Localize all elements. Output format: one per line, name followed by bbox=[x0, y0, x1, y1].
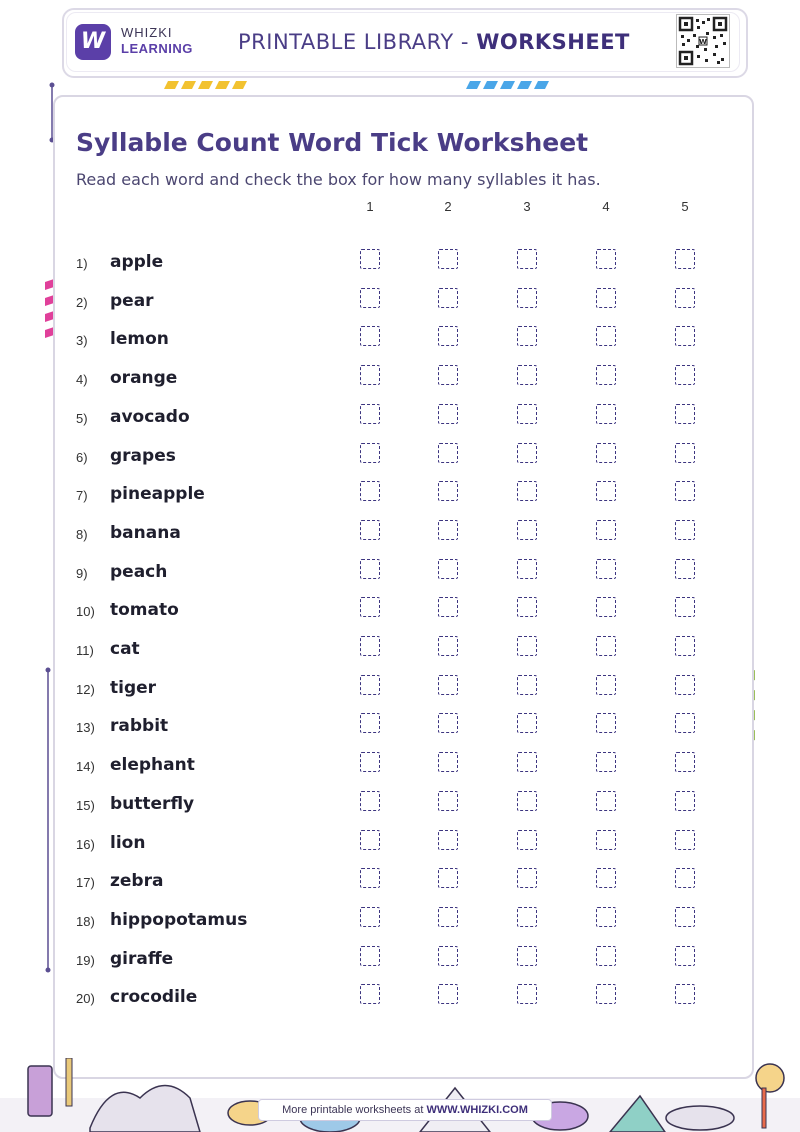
syllable-checkbox-1[interactable] bbox=[360, 636, 380, 656]
row-number: 4) bbox=[76, 372, 88, 388]
syllable-checkbox-2[interactable] bbox=[438, 713, 458, 733]
word-row bbox=[76, 597, 716, 627]
word-row bbox=[76, 752, 716, 782]
word-row bbox=[76, 559, 716, 589]
syllable-checkbox-1[interactable] bbox=[360, 249, 380, 269]
row-number: 2) bbox=[76, 294, 88, 310]
row-word: banana bbox=[110, 522, 181, 543]
word-row bbox=[76, 249, 716, 279]
syllable-checkbox-5[interactable] bbox=[675, 868, 695, 888]
row-word: elephant bbox=[110, 755, 195, 776]
row-word: rabbit bbox=[110, 716, 169, 737]
row-number: 7) bbox=[76, 488, 88, 504]
syllable-checkbox-2[interactable] bbox=[438, 946, 458, 966]
word-row bbox=[76, 404, 716, 434]
syllable-checkbox-3[interactable] bbox=[517, 249, 537, 269]
syllable-checkbox-3[interactable] bbox=[517, 984, 537, 1004]
syllable-checkbox-5[interactable] bbox=[675, 559, 695, 579]
row-word: crocodile bbox=[110, 987, 198, 1008]
syllable-checkbox-3[interactable] bbox=[517, 946, 537, 966]
syllable-checkbox-3[interactable] bbox=[517, 752, 537, 772]
row-number: 11) bbox=[76, 643, 94, 658]
syllable-checkbox-4[interactable] bbox=[596, 830, 616, 850]
syllable-checkbox-2[interactable] bbox=[438, 404, 458, 424]
row-number: 8) bbox=[76, 526, 88, 542]
row-word: hippopotamus bbox=[110, 909, 248, 930]
syllable-checkbox-1[interactable] bbox=[360, 520, 380, 540]
syllable-checkbox-2[interactable] bbox=[438, 752, 458, 772]
syllable-checkbox-4[interactable] bbox=[596, 675, 616, 695]
syllable-checkbox-5[interactable] bbox=[675, 907, 695, 927]
row-word: lion bbox=[110, 832, 146, 853]
word-row bbox=[76, 713, 716, 743]
row-number: 20) bbox=[76, 991, 95, 1007]
syllable-checkbox-4[interactable] bbox=[596, 752, 616, 772]
row-word: lemon bbox=[110, 329, 169, 350]
syllable-checkbox-5[interactable] bbox=[675, 326, 695, 346]
syllable-checkbox-4[interactable] bbox=[596, 365, 616, 385]
syllable-checkbox-5[interactable] bbox=[675, 675, 695, 695]
syllable-checkbox-1[interactable] bbox=[360, 868, 380, 888]
syllable-checkbox-5[interactable] bbox=[675, 404, 695, 424]
syllable-checkbox-3[interactable] bbox=[517, 830, 537, 850]
row-word: orange bbox=[110, 368, 178, 389]
syllable-checkbox-3[interactable] bbox=[517, 365, 537, 385]
syllable-checkbox-5[interactable] bbox=[675, 791, 695, 811]
row-word: tomato bbox=[110, 600, 179, 621]
row-word: apple bbox=[110, 252, 164, 272]
row-number: 9) bbox=[76, 565, 88, 581]
word-row bbox=[76, 288, 716, 318]
syllable-checkbox-5[interactable] bbox=[675, 443, 695, 463]
word-row bbox=[76, 326, 716, 356]
word-row bbox=[76, 946, 716, 976]
word-row bbox=[76, 984, 716, 1014]
row-number: 1) bbox=[76, 256, 88, 271]
row-word: cat bbox=[110, 639, 140, 659]
word-row bbox=[76, 443, 716, 473]
row-number: 19) bbox=[76, 952, 95, 968]
column-header-5: 5 bbox=[681, 199, 689, 214]
syllable-checkbox-5[interactable] bbox=[675, 830, 695, 850]
syllable-checkbox-5[interactable] bbox=[675, 984, 695, 1004]
syllable-checkbox-4[interactable] bbox=[596, 249, 616, 269]
header-title bbox=[238, 30, 630, 54]
syllable-checkbox-3[interactable] bbox=[517, 713, 537, 733]
word-row bbox=[76, 636, 716, 666]
row-word: zebra bbox=[110, 871, 164, 892]
brand-name: WHIZKI bbox=[121, 25, 173, 40]
syllable-checkbox-4[interactable] bbox=[596, 288, 616, 308]
syllable-checkbox-4[interactable] bbox=[596, 443, 616, 463]
syllable-checkbox-2[interactable] bbox=[438, 481, 458, 501]
syllable-checkbox-4[interactable] bbox=[596, 907, 616, 927]
syllable-checkbox-2[interactable] bbox=[438, 868, 458, 888]
row-number: 10) bbox=[76, 604, 95, 620]
syllable-checkbox-1[interactable] bbox=[360, 791, 380, 811]
header-title-bold: WORKSHEET bbox=[476, 30, 630, 54]
syllable-checkbox-1[interactable] bbox=[360, 288, 380, 308]
syllable-checkbox-5[interactable] bbox=[675, 365, 695, 385]
row-number: 3) bbox=[76, 333, 88, 349]
syllable-checkbox-3[interactable] bbox=[517, 288, 537, 308]
row-number: 12) bbox=[76, 681, 95, 697]
syllable-checkbox-2[interactable] bbox=[438, 636, 458, 656]
syllable-checkbox-4[interactable] bbox=[596, 868, 616, 888]
syllable-checkbox-1[interactable] bbox=[360, 946, 380, 966]
whizki-logo: W bbox=[75, 24, 111, 60]
syllable-checkbox-1[interactable] bbox=[360, 830, 380, 850]
syllable-checkbox-1[interactable] bbox=[360, 365, 380, 385]
syllable-checkbox-2[interactable] bbox=[438, 559, 458, 579]
syllable-checkbox-2[interactable] bbox=[438, 984, 458, 1004]
qr-code-icon bbox=[676, 14, 730, 68]
syllable-checkbox-4[interactable] bbox=[596, 559, 616, 579]
syllable-checkbox-5[interactable] bbox=[675, 288, 695, 308]
syllable-checkbox-5[interactable] bbox=[675, 481, 695, 501]
syllable-checkbox-3[interactable] bbox=[517, 907, 537, 927]
row-word: giraffe bbox=[110, 948, 174, 969]
syllable-checkbox-1[interactable] bbox=[360, 713, 380, 733]
syllable-checkbox-3[interactable] bbox=[517, 597, 537, 617]
syllable-checkbox-1[interactable] bbox=[360, 675, 380, 695]
syllable-checkbox-2[interactable] bbox=[438, 675, 458, 695]
syllable-checkbox-2[interactable] bbox=[438, 597, 458, 617]
syllable-checkbox-2[interactable] bbox=[438, 520, 458, 540]
syllable-checkbox-2[interactable] bbox=[438, 830, 458, 850]
syllable-checkbox-5[interactable] bbox=[675, 249, 695, 269]
footer-url: WWW.WHIZKI.COM bbox=[426, 1104, 528, 1116]
syllable-checkbox-1[interactable] bbox=[360, 481, 380, 501]
column-header-4: 4 bbox=[602, 199, 610, 214]
word-row bbox=[76, 675, 716, 705]
syllable-checkbox-4[interactable] bbox=[596, 713, 616, 733]
syllable-checkbox-4[interactable] bbox=[596, 481, 616, 501]
word-row bbox=[76, 791, 716, 821]
row-word: avocado bbox=[110, 406, 190, 427]
syllable-checkbox-1[interactable] bbox=[360, 752, 380, 772]
syllable-checkbox-3[interactable] bbox=[517, 636, 537, 656]
syllable-checkbox-4[interactable] bbox=[596, 520, 616, 540]
syllable-checkbox-5[interactable] bbox=[675, 713, 695, 733]
footer-text: More printable worksheets at bbox=[282, 1104, 427, 1116]
syllable-checkbox-1[interactable] bbox=[360, 326, 380, 346]
blue-stripe-decoration bbox=[466, 80, 556, 90]
syllable-checkbox-3[interactable] bbox=[517, 791, 537, 811]
syllable-checkbox-4[interactable] bbox=[596, 636, 616, 656]
syllable-checkbox-4[interactable] bbox=[596, 597, 616, 617]
row-number: 15) bbox=[76, 797, 95, 813]
row-word: pineapple bbox=[110, 484, 205, 505]
column-header-2: 2 bbox=[444, 199, 452, 214]
syllable-checkbox-1[interactable] bbox=[360, 597, 380, 617]
word-row bbox=[76, 868, 716, 898]
row-number: 18) bbox=[76, 913, 95, 929]
yellow-stripe-decoration bbox=[164, 80, 254, 90]
word-row bbox=[76, 830, 716, 860]
column-header-1: 1 bbox=[366, 199, 374, 214]
syllable-checkbox-1[interactable] bbox=[360, 443, 380, 463]
syllable-checkbox-5[interactable] bbox=[675, 597, 695, 617]
syllable-checkbox-4[interactable] bbox=[596, 326, 616, 346]
syllable-checkbox-3[interactable] bbox=[517, 481, 537, 501]
svg-text:W: W bbox=[699, 38, 707, 46]
column-header-3: 3 bbox=[523, 199, 531, 214]
row-number: 13) bbox=[76, 720, 95, 736]
syllable-checkbox-3[interactable] bbox=[517, 326, 537, 346]
worksheet-instructions: Read each word and check the box for how many syllables it has. bbox=[76, 170, 601, 189]
syllable-checkbox-5[interactable] bbox=[675, 946, 695, 966]
row-word: grapes bbox=[110, 445, 176, 466]
syllable-checkbox-5[interactable] bbox=[675, 752, 695, 772]
syllable-checkbox-3[interactable] bbox=[517, 404, 537, 424]
syllable-checkbox-3[interactable] bbox=[517, 675, 537, 695]
syllable-checkbox-2[interactable] bbox=[438, 791, 458, 811]
syllable-checkbox-3[interactable] bbox=[517, 520, 537, 540]
row-number: 5) bbox=[76, 410, 88, 426]
syllable-checkbox-4[interactable] bbox=[596, 404, 616, 424]
brand-subname: LEARNING bbox=[121, 41, 193, 56]
syllable-checkbox-4[interactable] bbox=[596, 984, 616, 1004]
syllable-checkbox-1[interactable] bbox=[360, 404, 380, 424]
row-word: pear bbox=[110, 290, 154, 311]
syllable-checkbox-2[interactable] bbox=[438, 365, 458, 385]
syllable-checkbox-1[interactable] bbox=[360, 984, 380, 1004]
syllable-checkbox-3[interactable] bbox=[517, 443, 537, 463]
word-row bbox=[76, 481, 716, 511]
syllable-checkbox-5[interactable] bbox=[675, 636, 695, 656]
syllable-checkbox-3[interactable] bbox=[517, 868, 537, 888]
syllable-checkbox-4[interactable] bbox=[596, 946, 616, 966]
row-number: 17) bbox=[76, 875, 95, 891]
row-word: butterfly bbox=[110, 793, 195, 814]
row-word: peach bbox=[110, 561, 168, 582]
row-number: 16) bbox=[76, 836, 95, 852]
syllable-checkbox-3[interactable] bbox=[517, 559, 537, 579]
word-row bbox=[76, 907, 716, 937]
syllable-checkbox-2[interactable] bbox=[438, 907, 458, 927]
row-number: 14) bbox=[76, 759, 95, 775]
footer-website-link[interactable] bbox=[258, 1099, 552, 1121]
syllable-checkbox-5[interactable] bbox=[675, 520, 695, 540]
syllable-checkbox-2[interactable] bbox=[438, 326, 458, 346]
word-row bbox=[76, 365, 716, 395]
row-number: 6) bbox=[76, 449, 88, 465]
syllable-checkbox-4[interactable] bbox=[596, 791, 616, 811]
worksheet-title: Syllable Count Word Tick Worksheet bbox=[76, 128, 589, 157]
syllable-checkbox-2[interactable] bbox=[438, 249, 458, 269]
syllable-checkbox-2[interactable] bbox=[438, 288, 458, 308]
syllable-checkbox-1[interactable] bbox=[360, 907, 380, 927]
syllable-checkbox-1[interactable] bbox=[360, 559, 380, 579]
word-row bbox=[76, 520, 716, 550]
row-word: tiger bbox=[110, 677, 157, 698]
header-title-prefix: PRINTABLE LIBRARY - bbox=[238, 30, 477, 54]
syllable-checkbox-2[interactable] bbox=[438, 443, 458, 463]
